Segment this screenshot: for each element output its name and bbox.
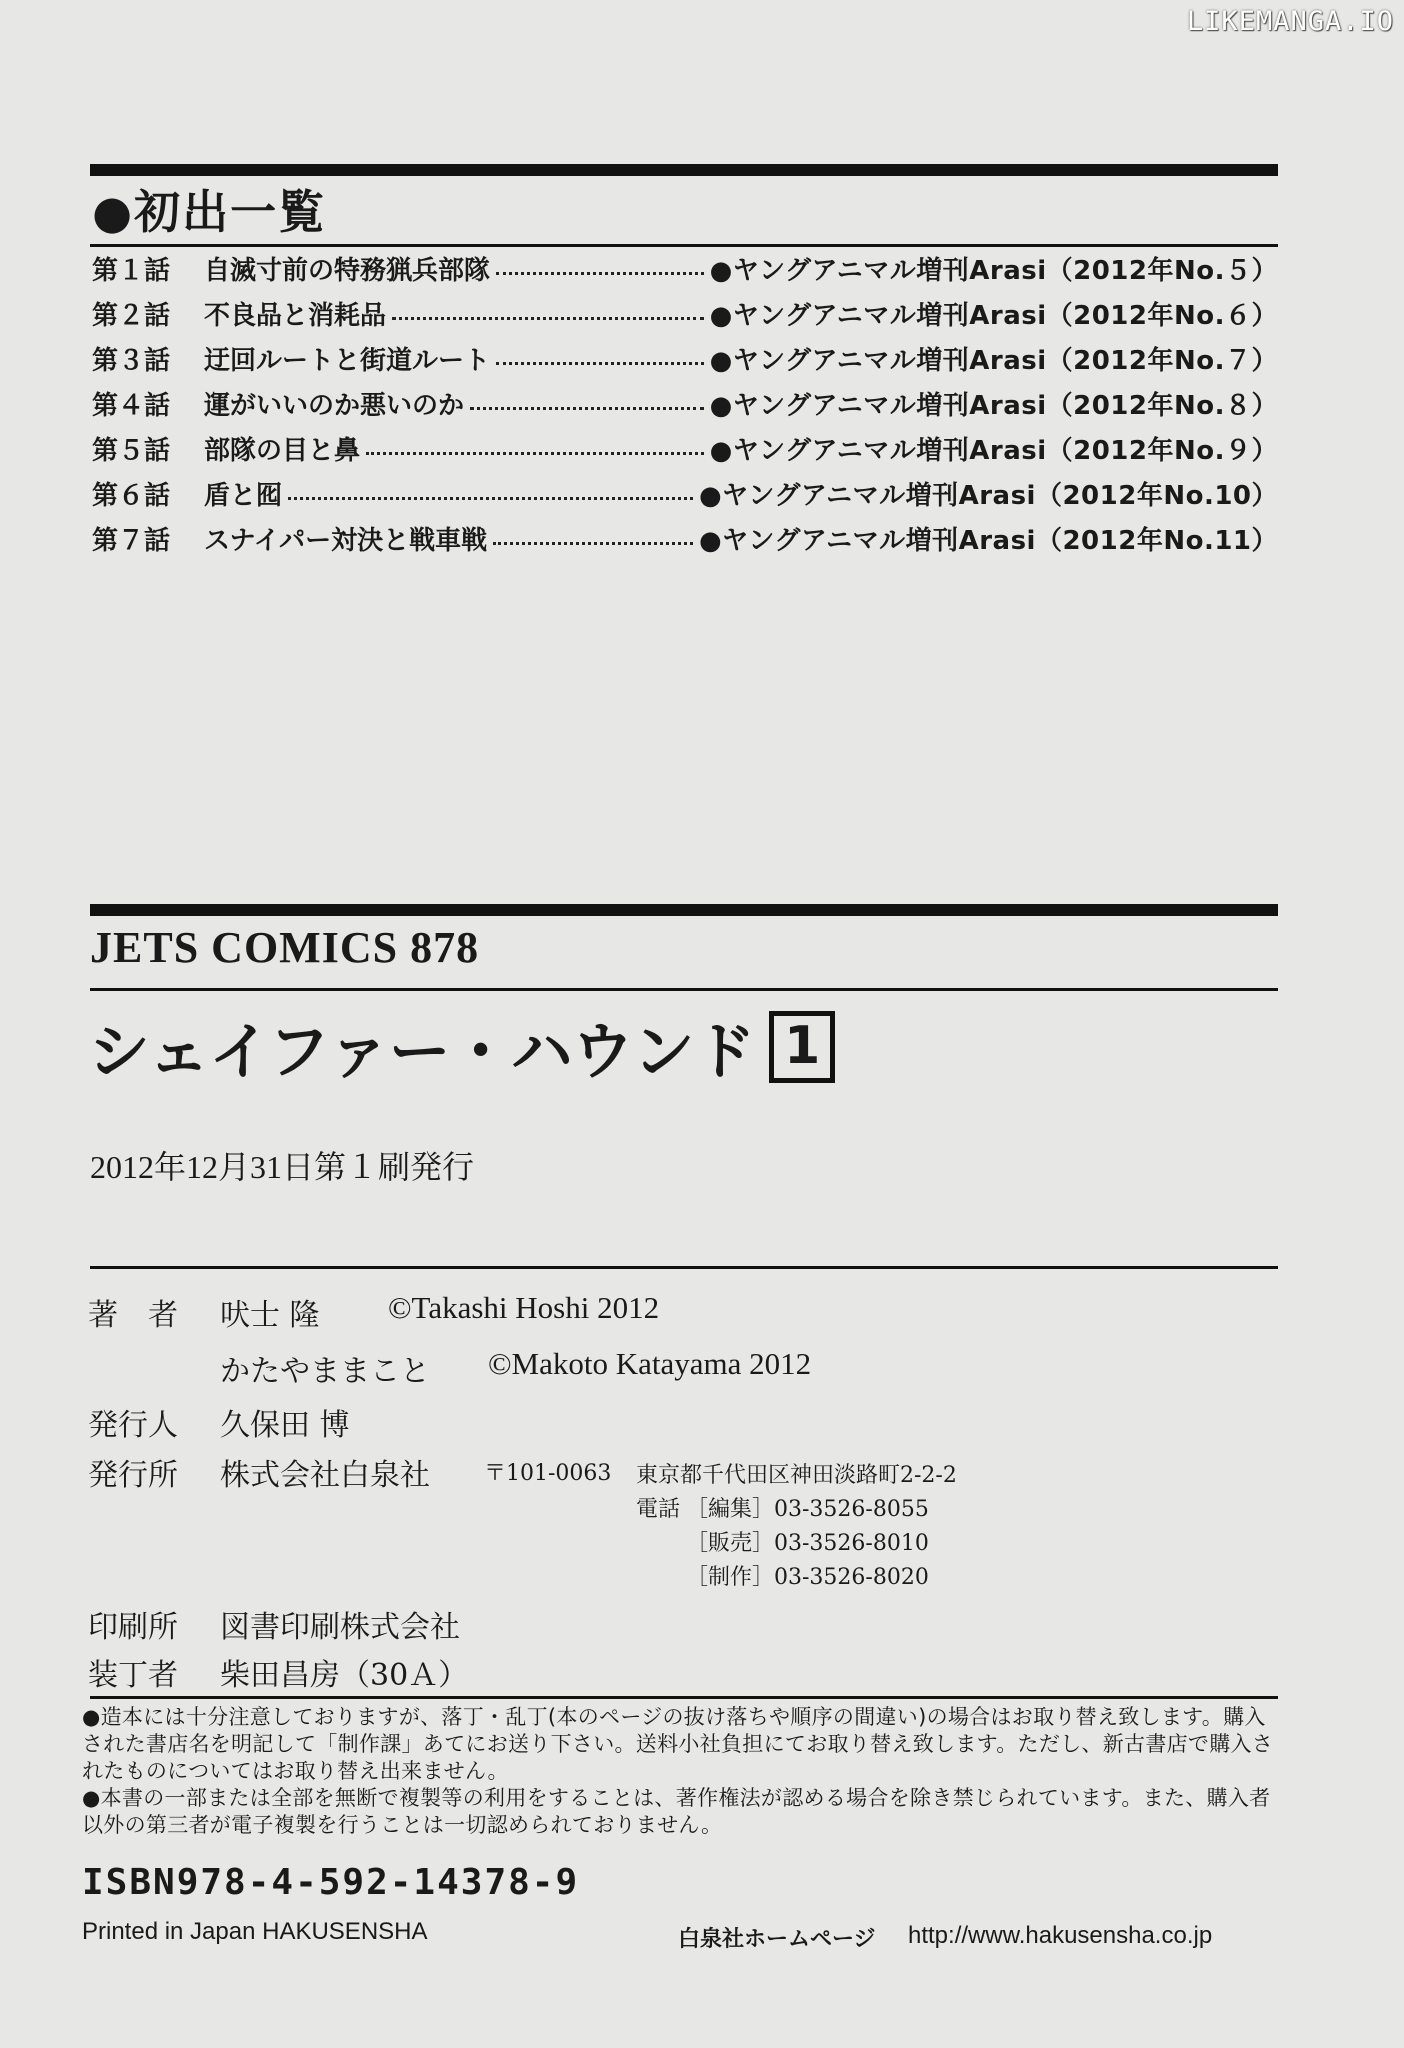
phone-production: ［制作］03-3526-8020 [686,1565,929,1590]
notice-replacement: ●造本には十分注意しておりますが、落丁・乱丁(本のページの抜け落ちや順序の間違い)の場合はお取り替え致します。購入された書店名を明記して「制作課」あてにお送り下さい。送料小社負担にてお取り替え致します。ただし、新古書店で購入されたものについてはお取り替え出来ません。 [82,1705,1274,1783]
chapter-number: 第３話 [92,346,171,376]
toc-entry [92,385,1278,430]
chapter-title: 運がいいのか悪いのか [204,391,465,421]
chapter-number: 第４話 [92,391,171,421]
book-title-text: シェイファー・ハウンド [88,1015,755,1088]
notice-rule [90,1696,1278,1699]
chapter-source: ●ヤングアニマル増刊Arasi（2012年No.５） [709,256,1278,286]
leader-dots [392,316,704,320]
author-1-copyright: ©Takashi Hoshi 2012 [388,1290,660,1325]
toc-list [92,250,1278,565]
chapter-title: 部隊の目と鼻 [204,436,361,466]
printed-in: Printed in Japan HAKUSENSHA [82,1918,428,1945]
postal-code: 〒101-0063 [484,1461,612,1486]
chapter-source: ●ヤングアニマル増刊Arasi（2012年No.11） [698,526,1278,556]
toc-entry [92,250,1278,295]
publisher-person: 久保田 博 [220,1408,350,1443]
chapter-number: 第２話 [92,301,171,331]
chapter-title: 自滅寸前の特務猟兵部隊 [204,256,491,286]
leader-dots [470,406,704,410]
homepage-url[interactable]: http://www.hakusensha.co.jp [908,1922,1213,1949]
phone-edit: ［編集］03-3526-8055 [686,1497,929,1522]
toc-entry [92,475,1278,520]
author-1: 吠士 隆 [220,1298,320,1333]
publisher-person-label: 発行人 [88,1408,178,1443]
volume-number: 1 [769,1011,835,1083]
designer-label: 装丁者 [88,1658,178,1693]
series-label: JETS COMICS 878 [90,923,480,972]
leader-dots [496,361,704,365]
address: 東京都千代田区神田淡路町2-2-2 [636,1463,957,1488]
chapter-source: ●ヤングアニマル増刊Arasi（2012年No.10） [698,481,1278,511]
phone-sales: ［販売］03-3526-8010 [686,1531,929,1556]
printer-name: 図書印刷株式会社 [220,1610,460,1645]
homepage-label: 白泉社ホームページ [678,1927,876,1952]
publisher-label: 発行所 [88,1458,178,1493]
printer-label: 印刷所 [88,1610,178,1645]
chapter-source: ●ヤングアニマル増刊Arasi（2012年No.９） [709,436,1278,466]
author-2-copyright: ©Makoto Katayama 2012 [488,1346,812,1381]
phone-label: 電話 [636,1497,681,1522]
leader-dots [366,451,704,455]
credits-rule [90,1266,1278,1269]
toc-entry [92,520,1278,565]
chapter-number: 第６話 [92,481,171,511]
book-title [88,1002,835,1091]
chapter-source: ●ヤングアニマル増刊Arasi（2012年No.８） [709,391,1278,421]
toc-heading: ●初出一覧 [92,185,327,239]
issue-date: 2012年12月31日第１刷発行 [90,1149,475,1185]
chapter-title: 不良品と消耗品 [204,301,387,331]
toc-entry [92,295,1278,340]
notice-block [82,1704,1282,1839]
chapter-title: 迂回ルートと街道ルート [204,346,491,376]
chapter-title: 盾と囮 [204,481,283,511]
site-watermark: LIKEMANGA.IO [1186,6,1394,37]
leader-dots [493,541,693,545]
colophon-top-rule [90,904,1278,916]
leader-dots [288,496,693,500]
chapter-source: ●ヤングアニマル増刊Arasi（2012年No.６） [709,301,1278,331]
chapter-source: ●ヤングアニマル増刊Arasi（2012年No.７） [709,346,1278,376]
chapter-number: 第７話 [92,526,171,556]
author-label: 著 者 [88,1298,178,1333]
chapter-number: 第５話 [92,436,171,466]
designer-name: 柴田昌房（30Ａ） [220,1658,469,1693]
chapter-number: 第１話 [92,256,171,286]
toc-heading-rule [90,244,1278,247]
series-rule [90,988,1278,991]
notice-copyright: ●本書の一部または全部を無断で複製等の利用をすることは、著作権法が認める場合を除き禁じられています。また、購入者以外の第三者が電子複製を行うことは一切認められておりません。 [82,1786,1271,1837]
author-2: かたやままこと [220,1354,430,1389]
isbn: ISBN978-4-592-14378-9 [82,1862,580,1903]
publisher-name: 株式会社白泉社 [220,1458,430,1493]
toc-entry [92,340,1278,385]
toc-top-rule [90,164,1278,176]
chapter-title: スナイパー対決と戦車戦 [204,526,488,556]
leader-dots [496,271,704,275]
toc-entry [92,430,1278,475]
